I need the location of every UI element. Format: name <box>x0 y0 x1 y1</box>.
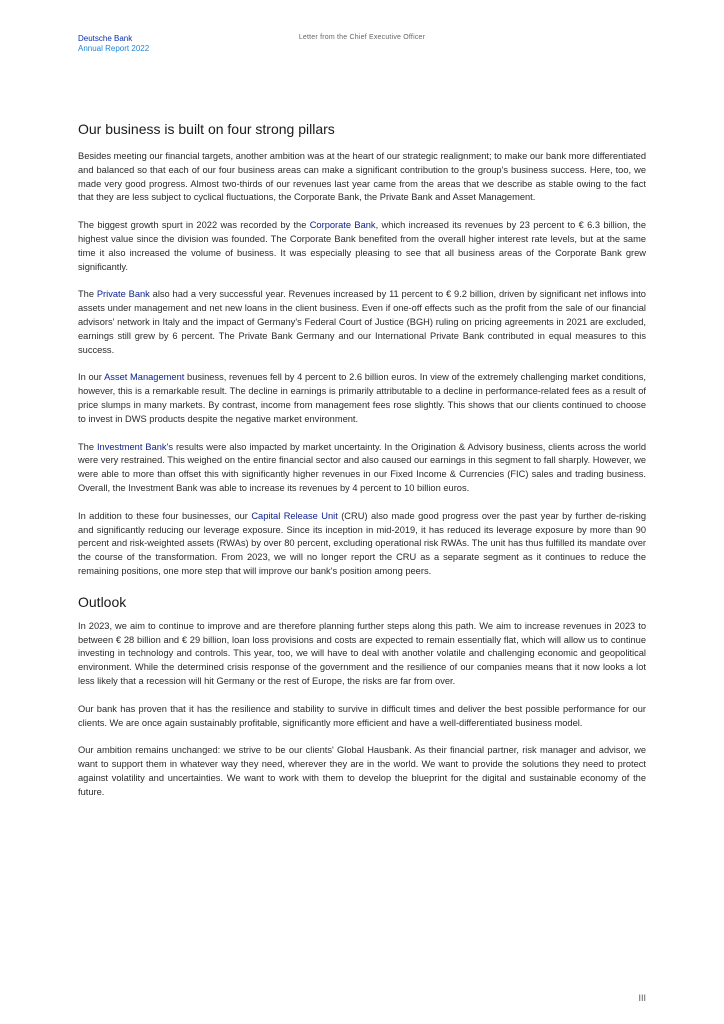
section-header: Letter from the Chief Executive Officer <box>298 34 426 41</box>
text-after: also had a very successful year. Revenues increased by 11 percent to € 9.2 billion, driven by significant net inflows into assets under management and net new loans in the client business. Even if one-off effects such as the profit from the sale of our financial advisors' network in Italy and the impact of Germany's Federal Court of Justice (BGH) ruling on pricing agreements in 2021 are excluded, earnings still grew by 6 percent. The Private Bank Germany and our International Private Bank contributed in equal measures to this success. <box>78 289 646 355</box>
highlight-investment-bank: Investment Bank's <box>96 441 173 452</box>
paragraph-outlook-2: Our bank has proven that it has the resilience and stability to survive in difficult times and deliver the best possible performance for our clients. We are once again sustainably profitable, significantly more efficient and have a well-differentiated business model. <box>78 703 646 728</box>
highlight-corporate-bank: Corporate Bank <box>309 220 376 231</box>
letter-body <box>78 120 646 813</box>
paragraph-capital-release-unit <box>78 510 646 579</box>
text-before: The biggest growth spurt in 2022 was recorded by the <box>78 220 310 231</box>
text-before: The <box>78 441 97 452</box>
section-title-outlook: Outlook <box>78 593 127 610</box>
paragraph-outlook-3: Our ambition remains unchanged: we strive to be our clients' Global Hausbank. As their financial partner, risk manager and advisor, we want to support them in whatever way they need, wherever they are in the world. We want to provide the solutions they need to protect against volatility and uncertainties. We want to work with them to develop the blueprint for the digital and sustainable economy of the future. <box>78 745 646 797</box>
paragraph-private-bank <box>78 288 646 357</box>
paragraph-asset-management <box>78 371 646 426</box>
company-name: Deutsche Bank <box>78 34 133 43</box>
text-after: (CRU) also made good progress over the past year by further de-risking and significantly reducing our leverage exposure. Since its inception in mid-2019, it has reduced its leverage exposure by more than 90 percent and risk-weighted assets (RWAs) by over 80 percent, excluding operational risk RWAs. The unit has thus fulfilled its mandate over the course of the transformation. From 2023, we will no longer report the CRU as a separate segment as it continues to reduce the remaining positions, one more step that will improve our bank's position among peers. <box>78 510 647 576</box>
text-after: business, revenues fell by 4 percent to 2.6 billion euros. In view of the extremely challenging market conditions, however, this is a remarkable result. The decline in earnings is primarily attributable to a decline in performance-related fees as a result of price slumps in many markets. By contrast, income from management fees rose slightly. This shows that our clients continued to choose to invest in DWS products despite the negative market environment. <box>78 372 646 424</box>
paragraph-investment-bank <box>78 441 646 496</box>
report-title: Annual Report 2022 <box>78 44 150 53</box>
page-number: III <box>638 993 646 1003</box>
section-title-pillars: Our business is built on four strong pillars <box>78 121 335 137</box>
text-before: In our <box>78 372 105 383</box>
paragraph-corporate-bank <box>78 219 646 274</box>
paragraph-intro: Besides meeting our financial targets, another ambition was at the heart of our strategic realignment; to make our bank more differentiated and balanced so that each of our four business areas can make a significant contribution to the group's business success. Here, too, we made very good progress. Almost two-thirds of our revenues last year came from the areas that we describe as stable owing to the fact that they are less subject to cyclical fluctuations, the Corporate Bank, the Private Bank and Asset Management. <box>78 151 646 203</box>
highlight-private-bank: Private Bank <box>96 289 150 300</box>
paragraph-outlook-1: In 2023, we aim to continue to improve and are therefore planning further steps along this path. We aim to increase revenues in 2023 to between € 28 billion and € 29 billion, loan loss provisions and costs are expected to remain essentially flat, which will allow us to continue investing in technology and controls. This year, too, we will have to deal with another volatile and challenging economic and geopolitical environment. While the determined crisis response of the government and the resilience of our companies means that it now looks a lot less likely that a recession will hit Germany or the rest of Europe, the risks are far from over. <box>78 620 646 686</box>
highlight-capital-release-unit: Capital Release Unit <box>251 510 338 521</box>
text-after: results were also impacted by market uncertainty. In the Origination & Advisory business, clients across the world were very restrained. This weighed on the entire financial sector and also caused our earnings in this segment to fall sharply. However, we were able to more than offset this with significantly higher revenues in our Fixed Income & Currencies (FIC) sales and trading business. Overall, the Investment Bank was able to increase its revenues by 4 percent to 10 billion euros. <box>78 441 646 493</box>
text-before: In addition to these four businesses, our <box>78 510 252 521</box>
text-before: The <box>78 289 97 300</box>
highlight-asset-management: Asset Management <box>104 372 185 383</box>
text-after: , which increased its revenues by 23 percent to € 6.3 billion, the highest value since the division was founded. The Corporate Bank benefited from the overall higher interest rate levels, but at the same time it also increased the volume of business. It was especially pleasing to see that all business areas of the Corporate Bank grew significantly. <box>78 220 646 272</box>
